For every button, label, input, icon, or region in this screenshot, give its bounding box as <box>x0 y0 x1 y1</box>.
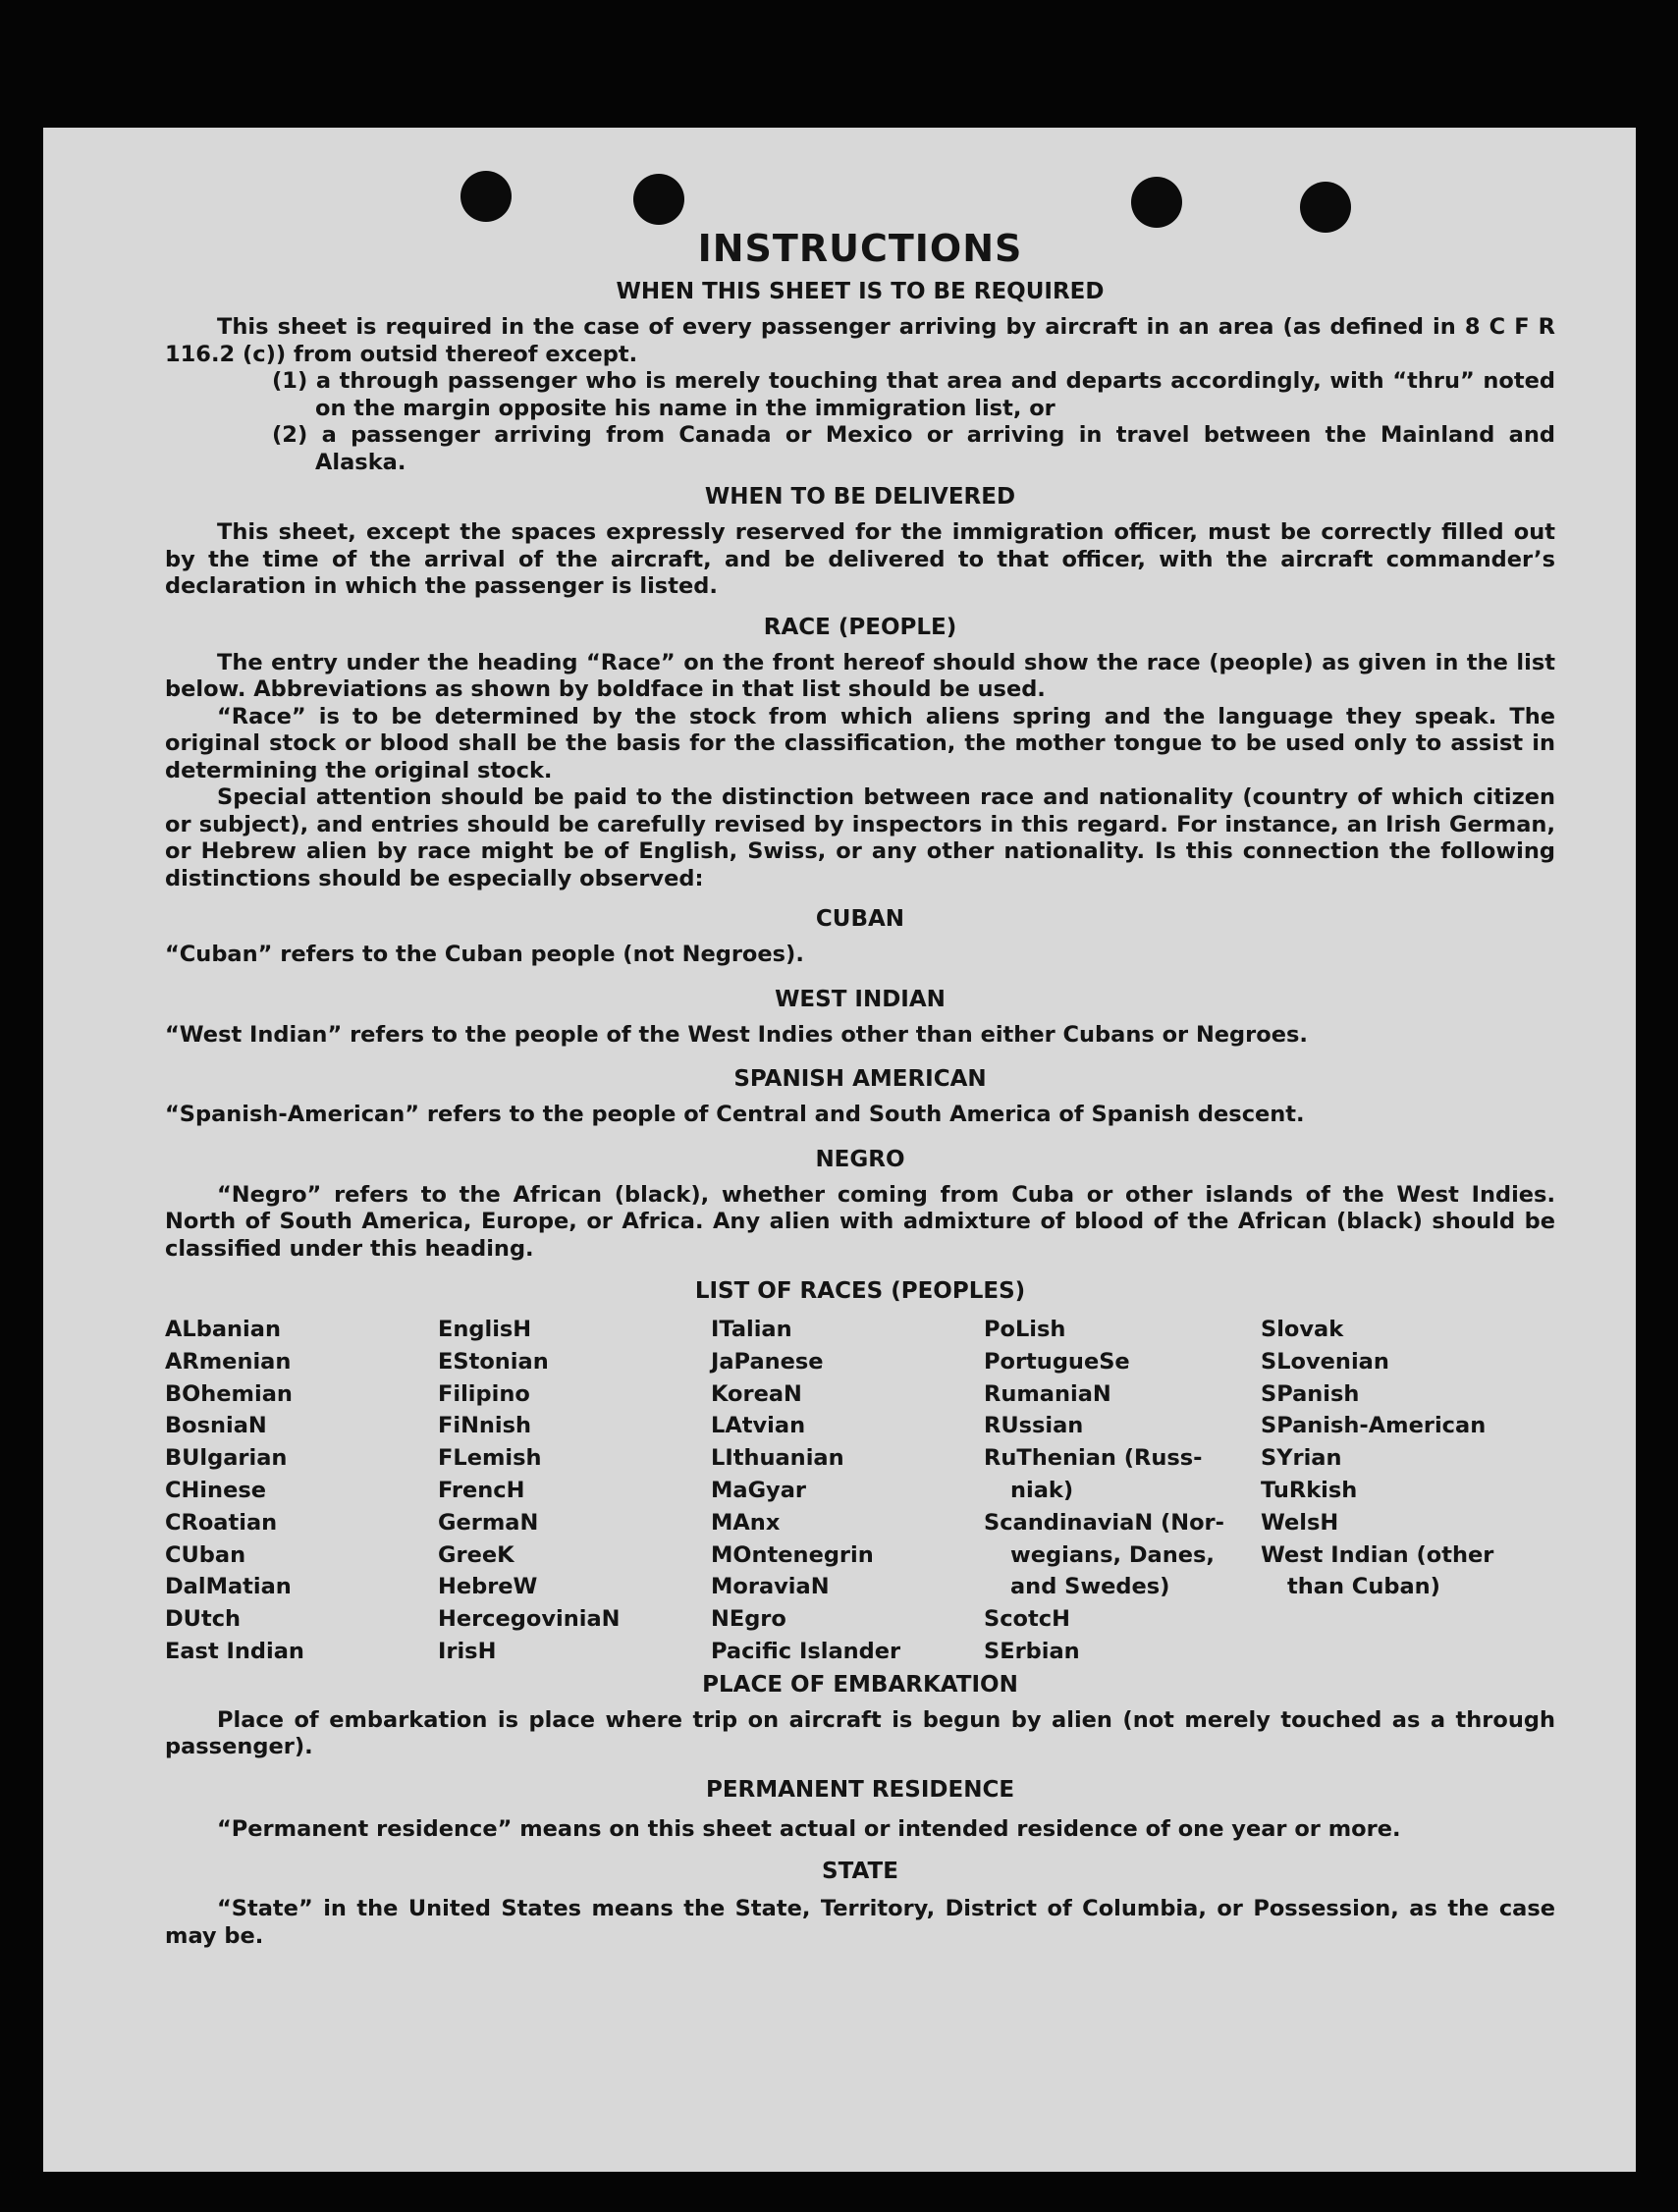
heading-negro: NEGRO <box>815 1146 905 1172</box>
races-list <box>165 1314 1555 1668</box>
race-item: East Indian <box>165 1638 304 1664</box>
race-item: EStonian <box>438 1348 549 1375</box>
race-item: IrisH <box>438 1638 497 1664</box>
race-item: RUssian <box>984 1413 1084 1439</box>
race-item: BUlgarian <box>165 1445 288 1472</box>
instructions-content <box>165 226 1555 1950</box>
race-item: DalMatian <box>165 1574 292 1600</box>
race-item: ITalian <box>711 1317 792 1342</box>
cuban-text: “Cuban” refers to the Cuban people (not Negroes). <box>165 942 804 967</box>
page-title: INSTRUCTIONS <box>697 227 1023 270</box>
race-item: RumaniaN <box>984 1380 1111 1407</box>
required-item-1: (1) a through passenger who is merely touching that area and departs accordingly, with “thru” noted on the margin opposite his name in the immigration list, or <box>272 368 1555 421</box>
race-item: West Indian (other <box>1261 1541 1494 1568</box>
race-item: LAtvian <box>711 1413 806 1439</box>
race-item: ScandinaviaN (Nor- <box>984 1509 1224 1536</box>
race-item: NEgro <box>711 1606 786 1633</box>
race-item: SPanish-American <box>1261 1413 1487 1439</box>
race-item: MoraviaN <box>711 1574 830 1600</box>
punch-hole <box>633 174 684 225</box>
race-item: FrencH <box>438 1477 525 1503</box>
race-item: GermaN <box>438 1509 539 1536</box>
race-item: SPanish <box>1261 1380 1360 1407</box>
race-item: FiNnish <box>438 1413 532 1439</box>
heading-when-delivered: WHEN TO BE DELIVERED <box>704 484 1016 510</box>
required-intro: This sheet is required in the case of every passenger arriving by aircraft in an area (as defined in 8 C F R 116.2 (c)) from outsid thereof except. <box>165 314 1555 367</box>
race-item: PoLish <box>984 1317 1066 1342</box>
heading-when-required: WHEN THIS SHEET IS TO BE REQUIRED <box>616 279 1105 304</box>
negro-text: “Negro” refers to the African (black), whether coming from Cuba or other islands of the West Indies. North of South America, Europe, or Africa. Any alien with admixture of blood of the African (black) should be classified under this heading. <box>165 1181 1555 1262</box>
races-column-1 <box>165 1314 438 1668</box>
delivered-text: This sheet, except the spaces expressly reserved for the immigration officer, must be correctly filled out by the time of the arrival of the aircraft, and be delivered to that officer, with the aircraft commander’s declaration in which the passenger is listed. <box>165 519 1555 599</box>
race-item: CRoatian <box>165 1509 278 1536</box>
race-item: ALbanian <box>165 1317 281 1342</box>
race-item: ScotcH <box>984 1606 1070 1633</box>
required-item-2: (2) a passenger arriving from Canada or Mexico or arriving in travel between the Mainland and Alaska. <box>272 422 1555 475</box>
race-item: CHinese <box>165 1477 266 1503</box>
race-item: SYrian <box>1261 1445 1342 1472</box>
race-item: RuThenian (Russ- <box>984 1445 1203 1472</box>
race-item-continuation: wegians, Danes, <box>1010 1541 1215 1568</box>
races-column-2 <box>438 1314 711 1668</box>
heading-race: RACE (PEOPLE) <box>763 614 957 640</box>
race-item-continuation: niak) <box>1010 1477 1074 1503</box>
race-item: MAnx <box>711 1509 781 1536</box>
state-text: “State” in the United States means the State, Territory, District of Columbia, or Possession, as the case may be. <box>165 1896 1555 1949</box>
heading-spanish-american: SPANISH AMERICAN <box>733 1066 987 1092</box>
race-item: KoreaN <box>711 1380 802 1407</box>
spanish-american-text: “Spanish-American” refers to the people of Central and South America of Spanish descent. <box>165 1102 1305 1127</box>
race-item: MOntenegrin <box>711 1541 874 1568</box>
race-item-continuation: than Cuban) <box>1287 1574 1440 1600</box>
race-item-continuation: and Swedes) <box>1010 1574 1170 1600</box>
race-item: SErbian <box>984 1638 1080 1664</box>
race-item: EnglisH <box>438 1317 532 1342</box>
race-item: PortugueSe <box>984 1348 1130 1375</box>
race-item: HercegoviniaN <box>438 1606 621 1633</box>
race-item: TuRkish <box>1261 1477 1358 1503</box>
race-item: FLemish <box>438 1445 542 1472</box>
race-item: WelsH <box>1261 1509 1339 1536</box>
heading-permanent-residence: PERMANENT RESIDENCE <box>705 1776 1015 1803</box>
race-item: DUtch <box>165 1606 242 1633</box>
race-paragraph-2: “Race” is to be determined by the stock from which aliens spring and the language they speak. The original stock or blood shall be the basis for the classification, the mother tongue to be used only to assist in determining the original stock. <box>165 703 1555 783</box>
heading-state: STATE <box>822 1859 898 1885</box>
race-item: BOhemian <box>165 1380 293 1407</box>
race-item: CUban <box>165 1541 246 1568</box>
race-item: LIthuanian <box>711 1445 844 1472</box>
race-paragraph-3: Special attention should be paid to the distinction between race and nationality (country of which citizen or subject), and entries should be carefully revised by inspectors in this regard. For instance, an Irish German, or Hebrew alien by race might be of English, Swiss, or any other nationality. Is this connection the following distinctions should be especially observed: <box>165 784 1555 891</box>
races-column-4 <box>984 1314 1261 1668</box>
heading-west-indian: WEST INDIAN <box>775 986 946 1012</box>
races-column-5 <box>1261 1314 1555 1668</box>
race-item: BosniaN <box>165 1413 267 1439</box>
race-item: Slovak <box>1261 1317 1344 1342</box>
heading-list-of-races: LIST OF RACES (PEOPLES) <box>694 1278 1026 1304</box>
document-sheet <box>43 128 1636 2172</box>
race-item: GreeK <box>438 1541 514 1568</box>
race-item: Pacific Islander <box>711 1638 901 1664</box>
race-item: SLovenian <box>1261 1348 1389 1375</box>
heading-cuban: CUBAN <box>815 906 905 932</box>
heading-place-of-embarkation: PLACE OF EMBARKATION <box>702 1671 1018 1698</box>
races-column-3 <box>711 1314 984 1668</box>
embarkation-text: Place of embarkation is place where trip on aircraft is begun by alien (not merely touched as a through passenger). <box>165 1706 1555 1760</box>
race-item: Filipino <box>438 1380 530 1407</box>
race-item: MaGyar <box>711 1477 806 1503</box>
residence-text: “Permanent residence” means on this sheet actual or intended residence of one year or more. <box>217 1815 1401 1842</box>
race-item: JaPanese <box>711 1348 824 1375</box>
punch-hole <box>460 171 512 222</box>
punch-hole <box>1131 177 1182 228</box>
race-item: ARmenian <box>165 1348 292 1375</box>
race-paragraph-1: The entry under the heading “Race” on the front hereof should show the race (people) as given in the list below. Abbreviations as shown by boldface in that list should be used. <box>165 649 1555 702</box>
west-indian-text: “West Indian” refers to the people of the West Indies other than either Cubans or Negroes. <box>165 1021 1308 1048</box>
race-item: HebreW <box>438 1574 538 1600</box>
